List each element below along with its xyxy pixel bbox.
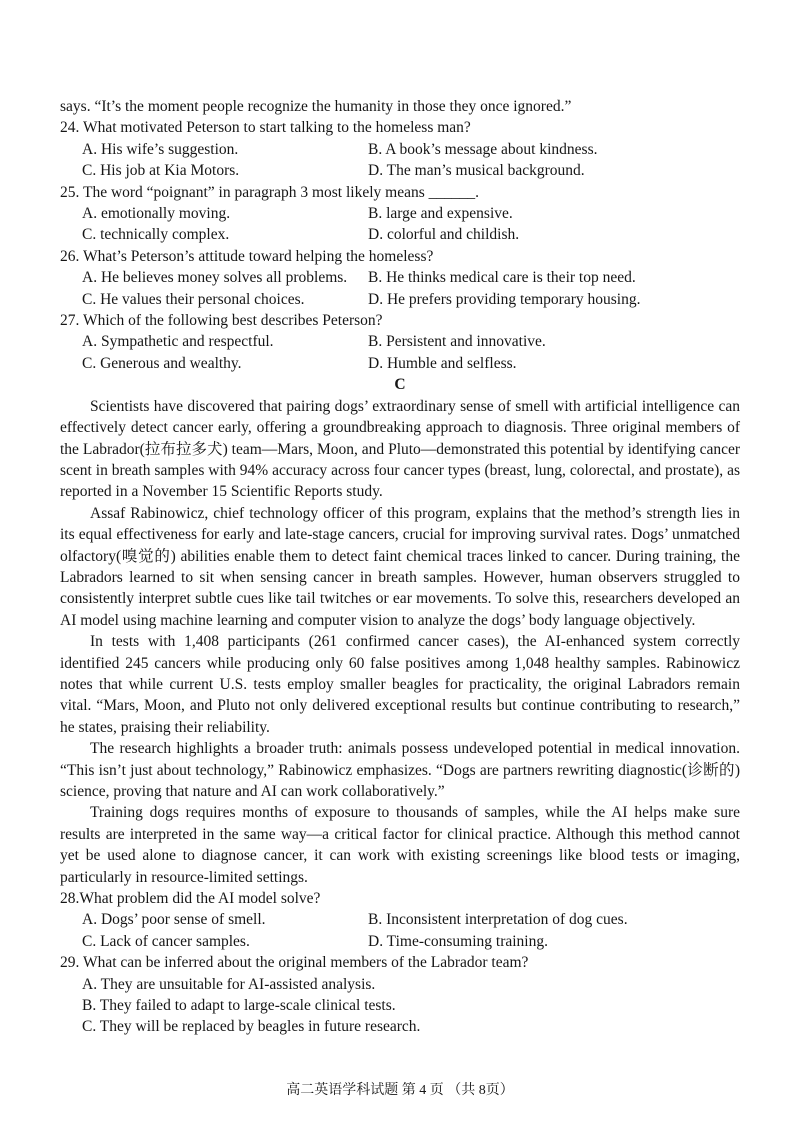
option-29-c: C. They will be replaced by beagles in future research.	[82, 1018, 421, 1036]
option-27-a: A. Sympathetic and respectful.	[82, 333, 274, 351]
question-25-stem: 25. The word “poignant” in paragraph 3 most likely means ______.	[60, 183, 479, 201]
option-29-a: A. They are unsuitable for AI-assisted analysis.	[82, 975, 376, 993]
passage-c-paragraph-5: Training dogs requires months of exposure to thousands of samples, while the AI helps make sure results are interpreted in the same way—a critical factor for clinical practice. Although this method cannot yet be used alone to diagnose cancer, it can work with existing screenings like blood tests or imaging, particularly in resource-limited settings.	[60, 804, 740, 886]
question-24-options-row-1	[60, 139, 740, 160]
page-footer: 高二英语学科试题 第 4 页 （共 8页）	[286, 1083, 514, 1098]
option-26-d: D. He prefers providing temporary housing.	[368, 290, 641, 308]
option-28-a: A. Dogs’ poor sense of smell.	[82, 911, 266, 929]
question-29-stem: 29. What can be inferred about the original members of the Labrador team?	[60, 954, 529, 972]
question-28-stem: 28.What problem did the AI model solve?	[60, 890, 321, 908]
option-26-b: B. He thinks medical care is their top need.	[368, 269, 636, 287]
option-25-b: B. large and expensive.	[368, 205, 513, 223]
question-27-stem: 27. Which of the following best describes Peterson?	[60, 312, 383, 330]
option-24-c: C. His job at Kia Motors.	[82, 162, 240, 180]
option-24-d: D. The man’s musical background.	[368, 162, 585, 180]
question-26-options-row-1	[60, 267, 740, 288]
page-content	[60, 96, 740, 1038]
question-24-options-row-2	[60, 160, 740, 181]
option-25-a: A. emotionally moving.	[82, 205, 231, 223]
question-25-options-row-1	[60, 203, 740, 224]
question-24-stem: 24. What motivated Peterson to start talking to the homeless man?	[60, 119, 471, 137]
passage-c-paragraph-3: In tests with 1,408 participants (261 confirmed cancer cases), the AI-enhanced system correctly identified 245 cancers while producing only 60 false positives among 1,048 healthy samples. Rabinowicz notes that while current U.S. tests employ smaller beagles for practicality, the original Labradors remain vital. “Mars, Moon, and Pluto not only delivered exceptional results but continue contributing to research,” he states, praising their reliability.	[60, 633, 740, 736]
section-c-heading: C	[394, 376, 406, 394]
question-26-stem: 26. What’s Peterson’s attitude toward helping the homeless?	[60, 247, 434, 265]
option-25-d: D. colorful and childish.	[368, 226, 520, 244]
option-24-b: B. A book’s message about kindness.	[368, 140, 598, 158]
option-27-c: C. Generous and wealthy.	[82, 354, 242, 372]
option-27-b: B. Persistent and innovative.	[368, 333, 546, 351]
passage-c-paragraph-2: Assaf Rabinowicz, chief technology officer of this program, explains that the method’s strength lies in its equal effectiveness for early and late-stage cancers, crucial for improving survival rates. Dogs’ unmatched olfactory(嗅觉的) abilities enable them to detect faint chemical traces linked to cancer. During training, the Labradors learned to sit when sensing cancer in breath samples. However, human observers struggled to consistently interpret subtle cues like tail twitches or ear movements. To solve this, researchers developed an AI model using machine learning and computer vision to analyze the dogs’ body language objectively.	[60, 504, 740, 629]
option-26-c: C. He values their personal choices.	[82, 290, 305, 308]
question-27-options-row-2	[60, 353, 740, 374]
option-28-c: C. Lack of cancer samples.	[82, 932, 250, 950]
option-26-a: A. He believes money solves all problems.	[82, 269, 348, 287]
passage-c-paragraph-4: The research highlights a broader truth: animals possess undeveloped potential in medical innovation. “This isn’t just about technology,” Rabinowicz emphasizes. “Dogs are partners rewriting diagnostic(诊断的) science, proving that nature and AI can work collaboratively.”	[60, 740, 740, 800]
option-27-d: D. Humble and selfless.	[368, 354, 517, 372]
option-25-c: C. technically complex.	[82, 226, 230, 244]
option-28-d: D. Time-consuming training.	[368, 932, 548, 950]
option-29-b: B. They failed to adapt to large-scale clinical tests.	[82, 997, 396, 1015]
question-26-options-row-2	[60, 289, 740, 310]
question-28-options-row-2	[60, 931, 740, 952]
question-27-options-row-1	[60, 331, 740, 352]
passage-c-paragraph-1: Scientists have discovered that pairing dogs’ extraordinary sense of smell with artificial intelligence can effectively detect cancer early, offering a groundbreaking approach to diagnosis. Three original members of the Labrador(拉布拉多犬) team—Mars, Moon, and Pluto—demonstrated this potential by identifying cancer scent in breath samples with 94% accuracy across four cancer types (breast, lung, colorectal, and prostate), as reported in a November 15 Scientific Reports study.	[60, 397, 740, 501]
option-28-b: B. Inconsistent interpretation of dog cues.	[368, 911, 628, 929]
option-24-a: A. His wife’s suggestion.	[82, 140, 239, 158]
question-25-options-row-2	[60, 224, 740, 245]
passage-b-closing-line: says. “It’s the moment people recognize the humanity in those they once ignored.”	[60, 98, 572, 115]
question-28-options-row-1	[60, 909, 740, 930]
